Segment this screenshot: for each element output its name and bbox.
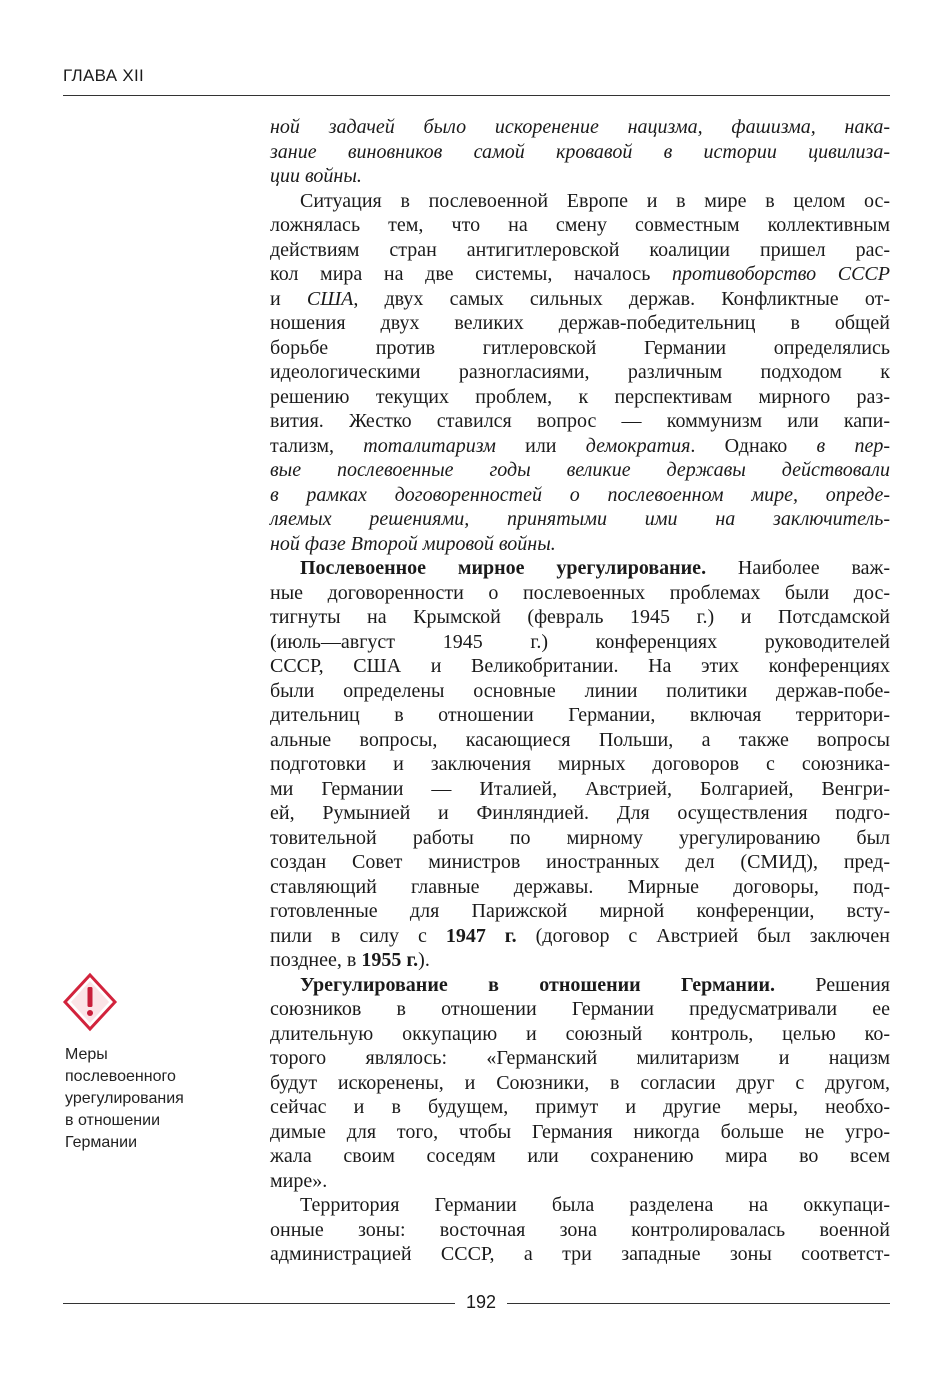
warning-diamond-icon (62, 972, 118, 1032)
page-number: 192 (465, 1292, 497, 1312)
text-line (270, 1046, 890, 1071)
text-line (270, 1242, 890, 1267)
margin-note-line: послевоенного (65, 1068, 176, 1085)
text-run: борьбе против гитлеровской Германии определялись (270, 336, 890, 359)
text-run: жала своим соседям или сохранению мира во всем (270, 1145, 890, 1167)
text-line (270, 1144, 890, 1169)
margin-note-line: Германии (65, 1134, 137, 1151)
text-run: димые для того, чтобы Германия никогда больше не угро- (270, 1120, 890, 1143)
text-run: ). (418, 949, 430, 971)
text-run: создан Совет министров иностранных дел (СМИД), пред- (270, 851, 890, 873)
text-line (270, 262, 890, 287)
text-line (270, 630, 890, 655)
italic-text: ной фазе Второй мировой войны. (270, 532, 556, 555)
text-run: будут искоренены, и Союзники, в согласии друг с другом, (270, 1071, 890, 1094)
text-run: (договор с Австрией был заключен (516, 924, 890, 947)
text-run: Территория Германии была разделена на оккупаци- (300, 1194, 890, 1216)
text-line (270, 875, 890, 900)
text-line (270, 752, 890, 777)
text-line (270, 189, 890, 214)
text-line (270, 826, 890, 851)
text-run: ношения двух великих держав-победительниц в общей (270, 312, 890, 334)
text-run: тализм, (270, 434, 364, 457)
text-line (270, 777, 890, 802)
text-line (270, 434, 890, 459)
margin-note-line: в отношении (65, 1112, 160, 1129)
text-line (270, 850, 890, 875)
text-line (270, 311, 890, 336)
text-line (270, 507, 890, 532)
text-line (270, 1193, 890, 1218)
italic-text: ной задачей было искоренение нацизма, фашизма, нака- (270, 116, 890, 138)
text-run: ми Германии — Италией, Австрией, Болгарией, Венгри- (270, 777, 890, 800)
text-line (270, 728, 890, 753)
text-line (270, 360, 890, 385)
text-line (270, 605, 890, 630)
text-run: СССР, США и Великобритании. На этих конференциях (270, 655, 890, 677)
text-line (270, 287, 890, 312)
text-run: кол мира на две системы, началось (270, 263, 672, 285)
chapter-header: ГЛАВА XII (63, 66, 145, 85)
text-run: вития. Жестко ставился вопрос — коммунизм или капи- (270, 410, 890, 432)
text-line (270, 213, 890, 238)
text-line (270, 1095, 890, 1120)
text-line (270, 556, 890, 581)
italic-text: тоталитаризм (363, 434, 496, 457)
bold-text: Урегулирование в отношении Германии. (300, 973, 775, 996)
text-line (270, 679, 890, 704)
margin-note (65, 1044, 184, 1154)
text-line (270, 1120, 890, 1145)
body-text (270, 115, 890, 1267)
text-line (270, 385, 890, 410)
text-line (270, 140, 890, 165)
text-line (270, 948, 890, 973)
text-run: Решения (775, 973, 890, 996)
text-run: пили в силу с (270, 924, 446, 947)
text-run: готовленные для Парижской мирной конференции, всту- (270, 900, 890, 922)
text-line (270, 336, 890, 361)
text-run: , двух самых сильных держав. Конфликтные от- (353, 287, 890, 310)
text-run: позднее, в (270, 949, 362, 971)
text-run: альные вопросы, касающиеся Польши, а также вопросы (270, 728, 890, 751)
text-run: и (270, 287, 307, 310)
text-line (270, 801, 890, 826)
text-run: дительниц в отношении Германии, включая территори- (270, 704, 890, 726)
text-run: или (495, 434, 586, 457)
text-line (270, 899, 890, 924)
text-run: торого являлось: «Германский милитаризм и нацизм (270, 1047, 890, 1069)
text-run: мире». (270, 1169, 328, 1192)
text-run: . Однако (690, 434, 817, 457)
text-line (270, 703, 890, 728)
text-run: онные зоны: восточная зона контролировалась военной (270, 1218, 890, 1241)
italic-text: демократия (585, 434, 691, 457)
margin-note-line: Меры (65, 1046, 108, 1063)
text-run: тигнуты на Крымской (февраль 1945 г.) и Потсдамской (270, 606, 890, 628)
text-line (270, 532, 890, 557)
text-line (270, 1022, 890, 1047)
text-run: ные договоренности о послевоенных проблемах были дос- (270, 581, 890, 604)
header-divider (63, 95, 890, 96)
italic-text: вые послевоенные годы великие державы действовали (270, 459, 890, 481)
footer-rule-right (507, 1303, 890, 1304)
text-run: ставляющий главные державы. Мирные договоры, под- (270, 875, 890, 898)
italic-text: ции войны. (270, 165, 362, 187)
text-run: решению текущих проблем, к перспективам мирного раз- (270, 385, 890, 408)
bold-text: 1947 г. (445, 924, 517, 947)
bold-text: Послевоенное мирное урегулирование. (300, 557, 707, 579)
italic-text: в рамках договоренностей о послевоенном мире, опреде- (270, 483, 890, 506)
text-line (270, 483, 890, 508)
text-line (270, 1218, 890, 1243)
text-line (270, 409, 890, 434)
italic-text: зание виновников самой кровавой в истории цивилиза- (270, 140, 890, 163)
text-run: ложнялась тем, что на смену совместным коллективным (270, 214, 890, 236)
text-line (270, 973, 890, 998)
text-run: подготовки и заключения мирных договоров с союзника- (270, 753, 890, 775)
text-run: ей, Румынией и Финляндией. Для осуществления подго- (270, 802, 890, 824)
text-line (270, 1071, 890, 1096)
text-run: идеологическими разногласиями, различным подходом к (270, 361, 890, 383)
text-line (270, 458, 890, 483)
text-run: товительной работы по мирному урегулированию был (270, 826, 890, 849)
text-line (270, 115, 890, 140)
text-line (270, 654, 890, 679)
text-run: союзников в отношении Германии предусматривали ее (270, 998, 890, 1020)
text-line (270, 581, 890, 606)
text-line (270, 997, 890, 1022)
text-run: администрацией СССР, а три западные зоны соответст- (270, 1243, 890, 1265)
text-run: длительную оккупацию и союзный контроль, целью ко- (270, 1022, 890, 1045)
text-line (270, 164, 890, 189)
footer-rule-left (63, 1303, 455, 1304)
bold-text: 1955 г. (361, 949, 419, 971)
text-line (270, 1169, 890, 1194)
italic-text: США (306, 287, 354, 310)
text-run: сейчас и в будущем, примут и другие меры, необхо- (270, 1096, 890, 1118)
italic-text: противоборство СССР (671, 263, 890, 285)
italic-text: ляемых решениями, принятыми ими на заключитель- (270, 508, 890, 530)
margin-note-line: урегулирования (65, 1090, 184, 1107)
text-run: Ситуация в послевоенной Европе и в мире в целом ос- (300, 189, 890, 212)
text-run: Наиболее важ- (706, 557, 890, 579)
italic-text: в пер- (816, 434, 891, 457)
text-run: были определены основные линии политики держав-побе- (270, 679, 890, 702)
text-run: действиям стран антигитлеровской коалиции пришел рас- (270, 238, 890, 261)
text-line (270, 924, 890, 949)
text-line (270, 238, 890, 263)
text-run: (июль—август 1945 г.) конференциях руководителей (270, 630, 890, 653)
